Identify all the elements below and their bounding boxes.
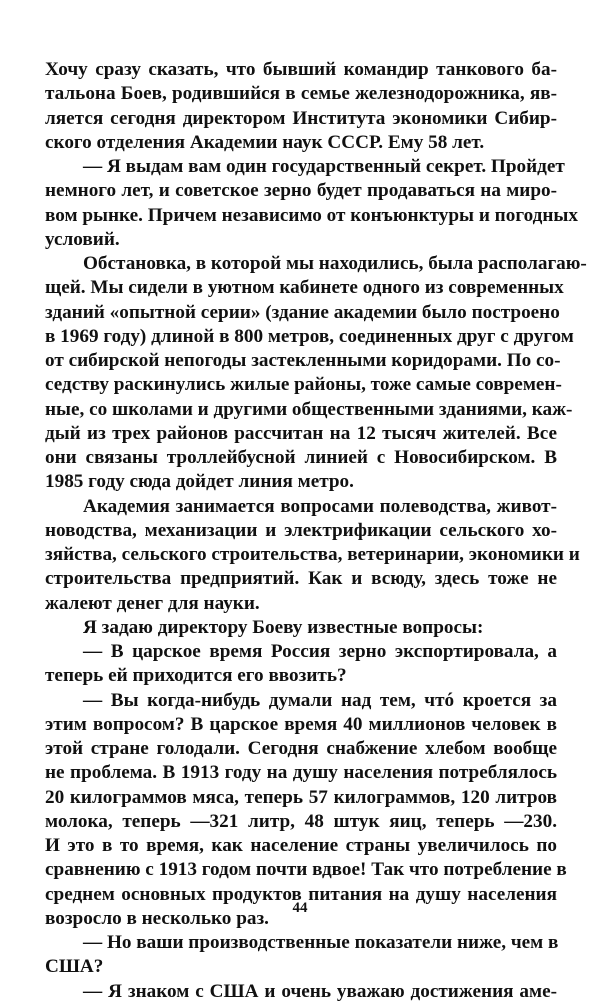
text-line: 1985 году сюда дойдет линия метро. bbox=[45, 471, 354, 493]
text-line: этой стране голодали. Сегодня снабжение хлебом вообще bbox=[45, 738, 557, 759]
text-line: 20 килограммов мяса, теперь 57 килограммов, 120 литров bbox=[45, 786, 557, 808]
text-line: зданий «опытной серии» (здание академии было построено bbox=[45, 301, 560, 323]
text-line: теперь ей приходится его ввозить? bbox=[45, 665, 347, 687]
text-line: возросло в несколько раз. bbox=[45, 907, 269, 929]
paragraph bbox=[45, 155, 578, 252]
paragraph bbox=[45, 689, 567, 932]
text-line: тальона Боев, родившийся в семье железнодорожника, яв- bbox=[45, 83, 557, 105]
text-line: щей. Мы сидели в уютном кабинете одного из современных bbox=[45, 277, 564, 299]
text-line: — Я знаком с США и очень уважаю достижения аме- bbox=[83, 980, 557, 1002]
text-line: среднем основных продуктов питания на душу населения bbox=[45, 883, 557, 905]
text-line: ского отделения Академии наук СССР. Ему 58 лет. bbox=[45, 131, 485, 153]
text-line: Академия занимается вопросами полеводства, живот- bbox=[83, 495, 557, 517]
text-line: Хочу сразу сказать, что бывший командир танкового ба- bbox=[45, 59, 557, 80]
text-line: условий. bbox=[45, 228, 120, 250]
text-line: этим вопросом? В царское время 40 миллионов человек в bbox=[45, 713, 557, 735]
text-line: строительства предприятий. Как и всюду, здесь тоже не bbox=[45, 568, 557, 590]
text-line: молока, теперь —321 литр, 48 штук яиц, теперь —230. bbox=[45, 810, 557, 832]
text-line: в 1969 году) длиной в 800 метров, соединенных друг с другом bbox=[45, 325, 574, 347]
text-line: Я задаю директору Боеву известные вопросы: bbox=[83, 616, 484, 638]
text-line: не проблема. В 1913 году на душу населения потреблялось bbox=[45, 762, 557, 784]
text-line: — Вы когда-нибудь думали над тем, чтó кроется за bbox=[83, 689, 557, 711]
text-line: — Я выдам вам один государственный секрет. Пройдет bbox=[83, 156, 565, 177]
paragraph bbox=[45, 58, 557, 155]
paragraph bbox=[45, 931, 557, 980]
paragraph bbox=[45, 616, 557, 640]
text-line: — Но ваши производственные показатели ниже, чем в bbox=[83, 932, 559, 953]
text-line: вом рынке. Причем независимо от конъюнктуры и погодных bbox=[45, 204, 578, 226]
text-line: И это в то время, как население страны увеличилось по bbox=[45, 835, 557, 856]
text-line: от сибирской непогоды застекленными коридорами. По со- bbox=[45, 350, 561, 371]
text-line: сравнению с 1913 годом почти вдвое! Так что потребление в bbox=[45, 859, 567, 881]
paragraph bbox=[45, 980, 557, 1004]
text-line: Обстановка, в которой мы находились, была располагаю- bbox=[83, 253, 587, 274]
text-line: жалеют денег для науки. bbox=[45, 592, 260, 614]
text-line: новодства, механизации и электрификации сельского хо- bbox=[45, 519, 557, 541]
text-line: — В царское время Россия зерно экспортировала, а bbox=[83, 641, 557, 662]
paragraph bbox=[45, 640, 557, 689]
paragraph bbox=[45, 495, 580, 616]
text-line: они связаны троллейбусной линией с Новосибирском. В bbox=[45, 447, 557, 468]
text-line: немного лет, и советское зерно будет продаваться на миро- bbox=[45, 180, 557, 202]
text-line: ные, со школами и другими общественными зданиями, каж- bbox=[45, 398, 573, 420]
text-line: зяйства, сельского строительства, ветеринарии, экономики и bbox=[45, 544, 580, 565]
text-line: седству раскинулись жилые районы, тоже самые современ- bbox=[45, 374, 562, 396]
text-line: дый из трех районов рассчитан на 12 тысяч жителей. Все bbox=[45, 422, 557, 444]
text-line: США? bbox=[45, 956, 104, 978]
page-number: 44 bbox=[292, 900, 308, 916]
page-body bbox=[45, 58, 587, 1004]
paragraph bbox=[45, 252, 587, 495]
text-line: ляется сегодня директором Института экономики Сибир- bbox=[45, 107, 557, 129]
